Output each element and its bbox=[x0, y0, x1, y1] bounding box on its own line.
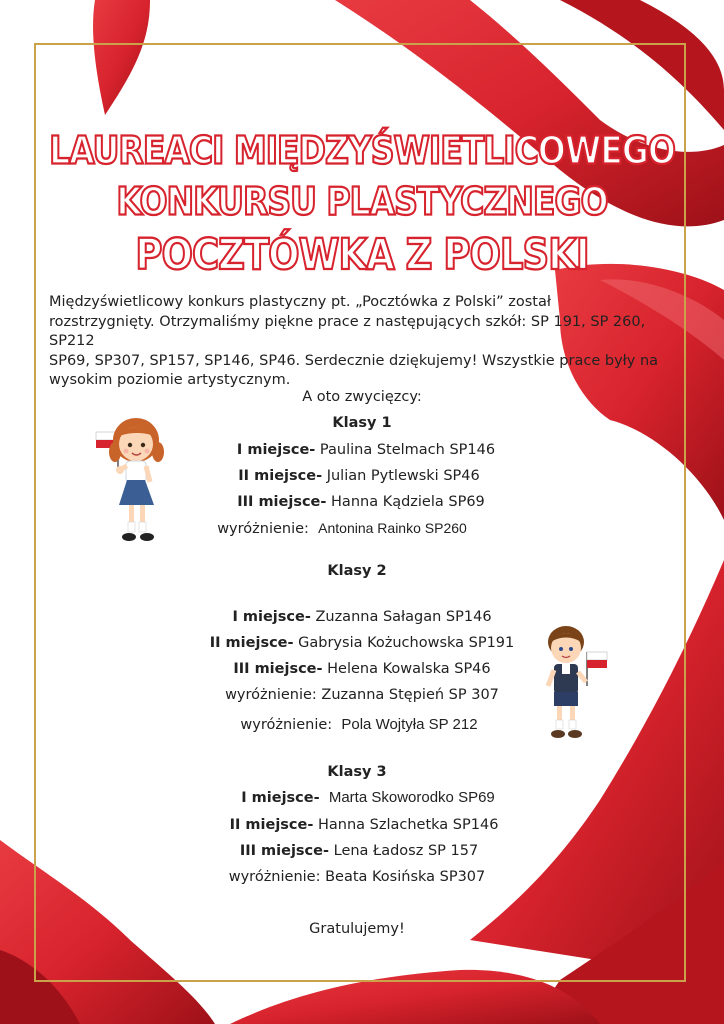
klasy2-third-place bbox=[0, 661, 724, 677]
distinction-label: wyróżnienie: bbox=[217, 521, 309, 537]
heading-klasy-1: Klasy 1 bbox=[332, 415, 392, 431]
boy-with-flag-illustration bbox=[540, 624, 612, 742]
winner-name: Zuzanna Sałagan SP146 bbox=[310, 609, 492, 625]
winner-name: Zuzanna Stępień SP 307 bbox=[316, 687, 499, 703]
winner-name: Julian Pytlewski SP46 bbox=[322, 468, 480, 484]
place-label: I miejsce- bbox=[236, 442, 316, 458]
distinction-label: wyróżnienie: bbox=[240, 717, 333, 733]
winner-name: Lena Ładosz SP 157 bbox=[329, 843, 479, 859]
winner-name: Hanna Szlachetka SP146 bbox=[313, 817, 499, 833]
winner-name: Pola Wojtyła SP 212 bbox=[341, 716, 478, 733]
heading-klasy-3: Klasy 3 bbox=[327, 764, 387, 780]
girl-with-flag-illustration bbox=[92, 412, 172, 547]
place-label: II miejsce- bbox=[238, 468, 323, 484]
closing-text: Gratulujemy! bbox=[309, 921, 405, 937]
winner-name: Marta Skoworodko SP69 bbox=[328, 789, 495, 806]
klasy3-second-place bbox=[2, 817, 724, 833]
distinction-label: wyróżnienie: bbox=[228, 869, 321, 885]
klasy2-first-place bbox=[0, 609, 724, 625]
place-label: I miejsce- bbox=[241, 790, 320, 806]
winner-name: Hanna Kądziela SP69 bbox=[326, 494, 485, 510]
title-line-2: KONKURSU PLASTYCZNEGO bbox=[116, 179, 608, 224]
winner-name: Helena Kowalska SP46 bbox=[322, 661, 491, 677]
winner-name: Paulina Stelmach SP146 bbox=[315, 442, 496, 458]
klasy2-distinction-2 bbox=[0, 716, 721, 733]
winner-name: Gabrysia Kożuchowska SP191 bbox=[293, 635, 515, 651]
title-line-1: LAUREACI MIĘDZYŚWIETLICOWEGO bbox=[49, 128, 675, 173]
intro-paragraph bbox=[49, 293, 689, 391]
winner-name: Antonina Rainko SP260 bbox=[318, 520, 467, 536]
intro-line: wysokim poziomie artystycznym. bbox=[49, 372, 291, 388]
klasy3-distinction bbox=[0, 869, 719, 885]
klasy3-third-place bbox=[0, 843, 721, 859]
place-label: III miejsce- bbox=[239, 843, 330, 859]
place-label: III miejsce- bbox=[237, 494, 327, 510]
title-line-3: POCZTÓWKA Z POLSKI bbox=[135, 229, 589, 280]
klasy2-distinction-1 bbox=[0, 687, 724, 703]
klasy3-first-place bbox=[6, 789, 724, 806]
place-label: III miejsce- bbox=[233, 661, 323, 677]
winners-intro: A oto zwycięzcy: bbox=[302, 389, 422, 405]
winner-name: Beata Kosińska SP307 bbox=[320, 869, 486, 885]
place-label: II miejsce- bbox=[229, 817, 314, 833]
place-label: I miejsce- bbox=[232, 609, 311, 625]
intro-line: SP69, SP307, SP157, SP146, SP46. Serdecznie dziękujemy! Wszystkie prace były na bbox=[49, 352, 659, 369]
klasy2-second-place bbox=[0, 635, 724, 651]
intro-line: Międzyświetlicowy konkurs plastyczny pt. „Pocztówka z Polski” został bbox=[49, 294, 551, 310]
heading-klasy-2: Klasy 2 bbox=[327, 563, 387, 579]
intro-line: rozstrzygnięty. Otrzymaliśmy piękne prace z następujących szkół: SP 191, SP 260, SP212 bbox=[49, 313, 646, 349]
distinction-label: wyróżnienie: bbox=[225, 687, 317, 703]
place-label: II miejsce- bbox=[209, 635, 294, 651]
